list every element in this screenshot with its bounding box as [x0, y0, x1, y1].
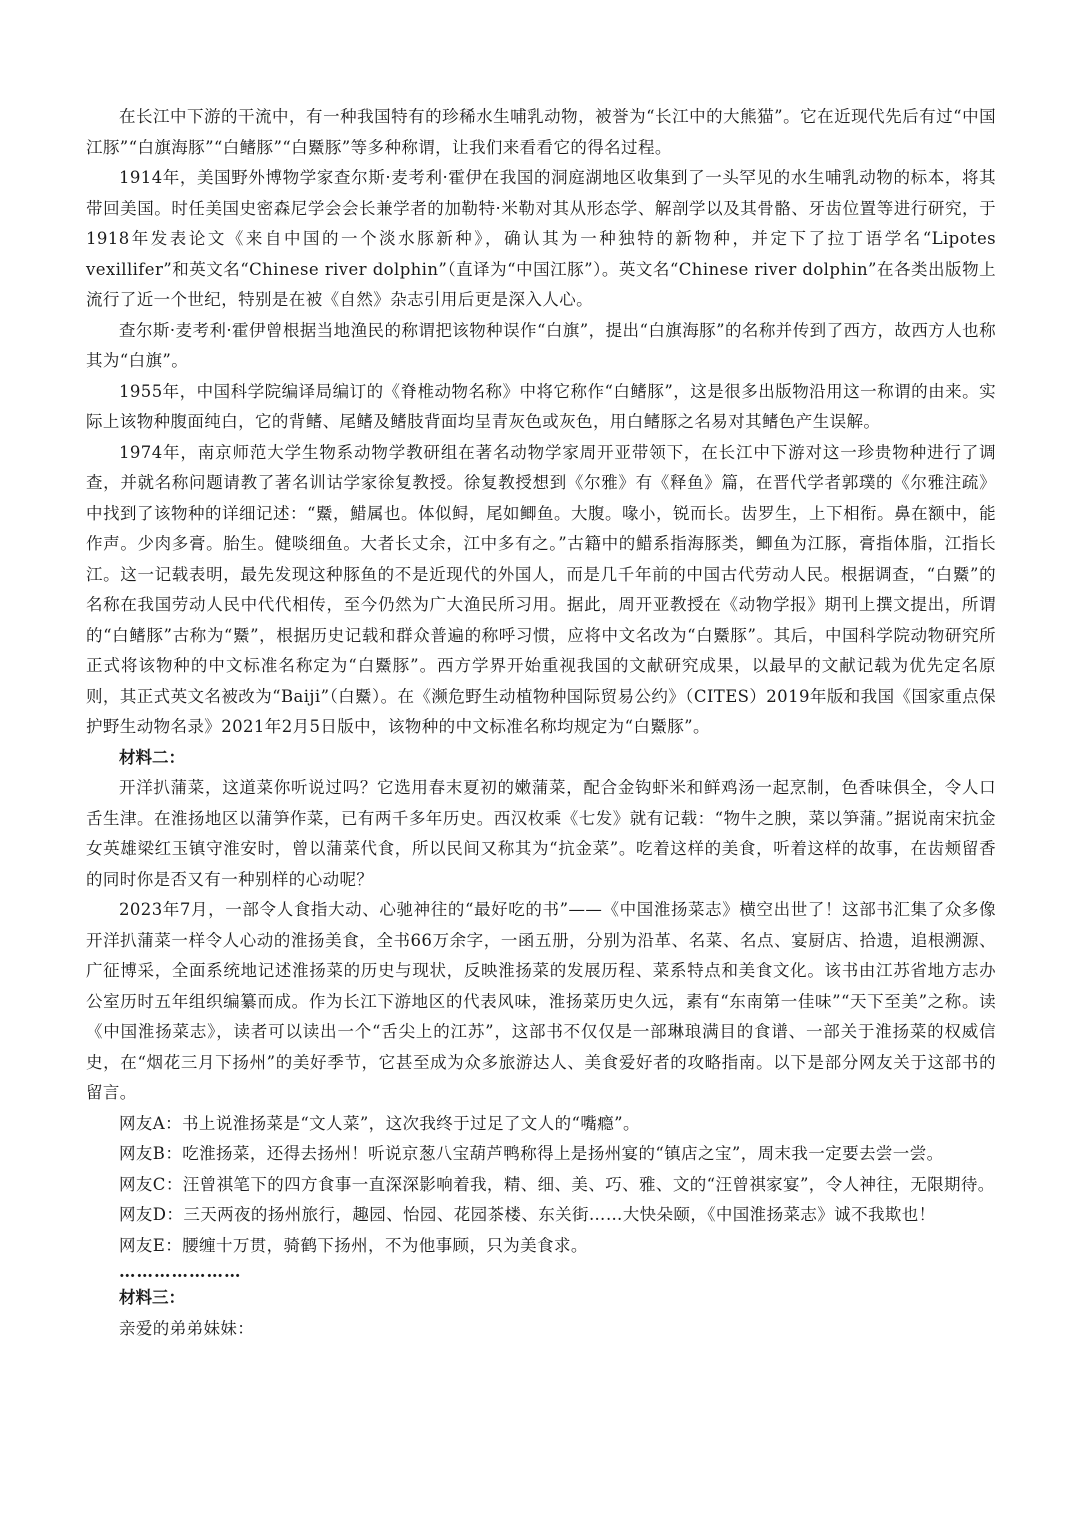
- paragraph: 在长江中下游的干流中，有一种我国特有的珍稀水生哺乳动物，被誉为“长江中的大熊猫”。它在近现代先后有过“中国江豚”“白旗海豚”“白鳍豚”“白鱀豚”等多种称谓，让我们来看看它的得名过程。: [86, 107, 996, 157]
- netizen-comment: 网友A：书上说淮扬菜是“文人菜”，这次我终于过足了文人的“嘴瘾”。: [119, 1113, 640, 1133]
- netizen-comment: 网友E：腰缠十万贯，骑鹤下扬州，不为他事顾，只为美食求。: [119, 1235, 588, 1255]
- salutation: 亲爱的弟弟妹妹：: [119, 1318, 255, 1338]
- netizen-comment: 网友B：吃淮扬菜，还得去扬州！听说京葱八宝葫芦鸭称得上是扬州宴的“镇店之宝”，周末我一定要去尝一尝。: [119, 1144, 944, 1163]
- material-two: [86, 743, 996, 1284]
- paragraph: 1974年，南京师范大学生物系动物学教研组在著名动物学家周开亚带领下，在长江中下游对这一珍贵物种进行了调查，并就名称问题请教了著名训诂学家徐复教授。徐复教授想到《尔雅》有《释鱼》篇，在晋代学者郭璞的《尔雅注疏》中找到了该物种的详细记述：“鱀，䱜属也。体似鲟，尾如鲫鱼。大腹。喙小，锐而长。齿罗生，上下相衔。鼻在额中，能作声。少肉多膏。胎生。健啖细鱼。大者长丈余，江中多有之。”古籍中的䱜系指海豚类，鲫鱼为江豚，膏指体脂，江指长江。这一记载表明，最先发现这种豚鱼的不是近现代的外国人，而是几千年前的中国古代劳动人民。根据调查，“白鱀”的名称在我国劳动人民中代代相传，至今仍然为广大渔民所习用。据此，周开亚教授在《动物学报》期刊上撰文提出，所谓的“白鳍豚”古称为“鱀”，根据历史记载和群众普遍的称呼习惯，应将中文名改为“白鱀豚”。其后，中国科学院动物研究所正式将该物种的中文标准名称定为“白鱀豚”。西方学界开始重视我国的文献研究成果，以最早的文献记载为优先定名原则，其正式英文名被改为“Baiji”（白鱀）。在《濒危野生动植物种国际贸易公约》（CITES）2019年版和我国《国家重点保护野生动物名录》2021年2月5日版中，该物种的中文标准名称均规定为“白鱀豚”。: [86, 442, 996, 736]
- material-one: [86, 102, 996, 743]
- section-heading: 材料三：: [119, 1288, 185, 1307]
- paragraph: 2023年7月，一部令人食指大动、心驰神往的“最好吃的书”——《中国淮扬菜志》横空出世了！这部书汇集了众多像开洋扒蒲菜一样令人心动的淮扬美食，全书66万余字，一函五册，分别为沿革、名菜、名点、宴厨店、拾遗，追根溯源、广征博采，全面系统地记述淮扬菜的历史与现状，反映淮扬菜的发展历程、菜系特点和美食文化。该书由江苏省地方志办公室历时五年组织编纂而成。作为长江下游地区的代表风味，淮扬菜历史久远，素有“东南第一佳味”“天下至美”之称。读《中国淮扬菜志》，读者可以读出一个“舌尖上的江苏”，这部书不仅仅是一部琳琅满目的食谱、一部关于淮扬菜的权威信史，在“烟花三月下扬州”的美好季节，它甚至成为众多旅游达人、美食爱好者的攻略指南。以下是部分网友关于这部书的留言。: [86, 900, 996, 1102]
- paragraph: 查尔斯·麦考利·霍伊曾根据当地渔民的称谓把该物种误作“白旗”，提出“白旗海豚”的名称并传到了西方，故西方人也称其为“白旗”。: [86, 320, 996, 370]
- ellipsis: …………………: [119, 1262, 242, 1281]
- netizen-comment: 网友C：汪曾祺笔下的四方食事一直深深影响着我，精、细、美、巧、雅、文的“汪曾祺家宴”，令人神往，无限期待。: [119, 1174, 995, 1194]
- paragraph: 开洋扒蒲菜，这道菜你听说过吗？它选用春末夏初的嫩蒲菜，配合金钩虾米和鲜鸡汤一起烹制，色香味俱全，令人口舌生津。在淮扬地区以蒲笋作菜，已有两千多年历史。西汉枚乘《七发》就有记载：“物牛之腴，菜以笋蒲。”据说南宋抗金女英雄梁红玉镇守淮安时，曾以蒲菜代食，所以民间又称其为“抗金菜”。吃着这样的美食，听着这样的故事，在齿颊留香的同时你是否又有一种别样的心动呢？: [86, 778, 996, 889]
- section-heading: 材料二：: [119, 747, 185, 767]
- paragraph: 1914年，美国野外博物学家查尔斯·麦考利·霍伊在我国的洞庭湖地区收集到了一头罕见的水生哺乳动物的标本，将其带回美国。时任美国史密森尼学会会长兼学者的加勒特·米勒对其从形态学、解剖学以及其骨骼、牙齿位置等进行研究，于1918年发表论文《来自中国的一个淡水豚新种》，确认其为一种独特的新物种，并定下了拉丁语学名“Lipotes vexillifer”和英文名“Chinese river dolphin”（直译为“中国江豚”）。英文名“Chinese river dolphin”在各类出版物上流行了近一个世纪，特别是在被《自然》杂志引用后更是深入人心。: [86, 168, 996, 309]
- material-three: [86, 1283, 996, 1344]
- netizen-comment: 网友D：三天两夜的扬州旅行，趣园、怡园、花园茶楼、东关街……大快朵颐，《中国淮扬菜志》诚不我欺也！: [119, 1205, 936, 1224]
- paragraph: 1955年，中国科学院编译局编订的《脊椎动物名称》中将它称作“白鳍豚”，这是很多出版物沿用这一称谓的由来。实际上该物种腹面纯白，它的背鳍、尾鳍及鳍肢背面均呈青灰色或灰色，用白鳍豚之名易对其鳍色产生误解。: [86, 381, 996, 431]
